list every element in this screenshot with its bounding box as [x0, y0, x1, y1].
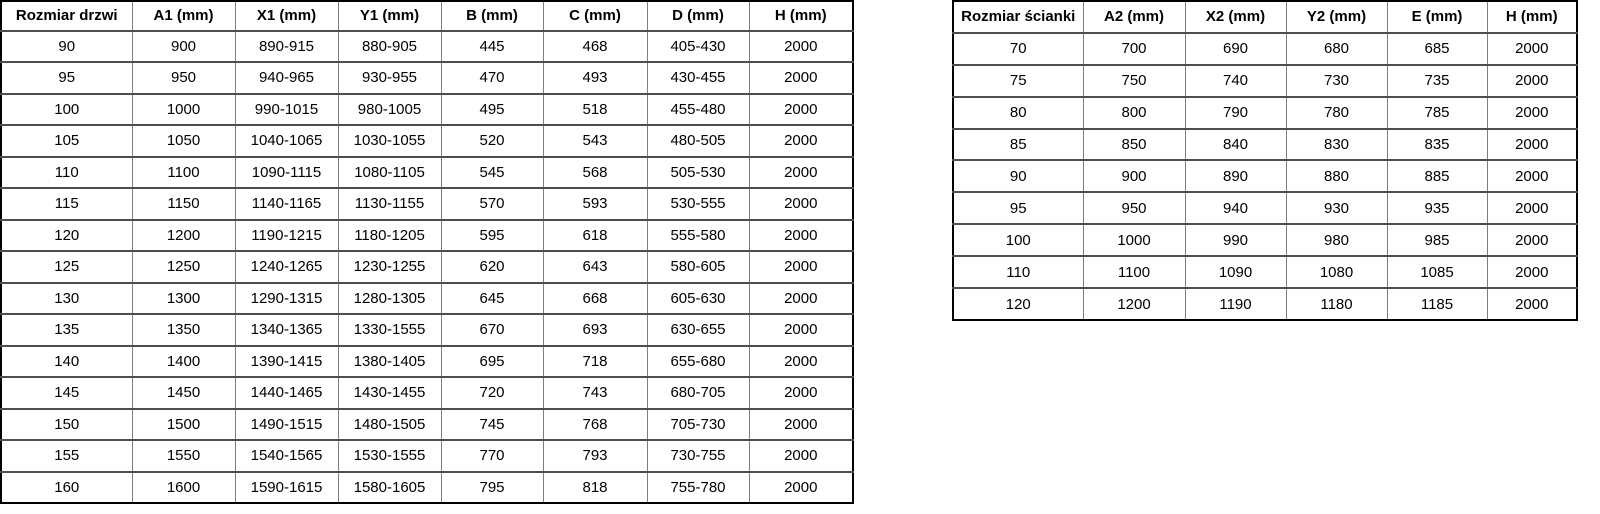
table-cell: 790 — [1185, 97, 1286, 129]
table-row — [1, 220, 853, 252]
table-cell: 160 — [1, 472, 132, 504]
table-cell: 840 — [1185, 129, 1286, 161]
table-row — [1, 440, 853, 472]
table-row — [1, 125, 853, 157]
table-cell: 580-605 — [647, 251, 749, 283]
table-cell: 125 — [1, 251, 132, 283]
table-cell: 1530-1555 — [338, 440, 441, 472]
table-cell: 95 — [1, 62, 132, 94]
table-cell: 1480-1505 — [338, 409, 441, 441]
door-sizes-table-header — [1, 1, 853, 31]
table-cell: 2000 — [1487, 224, 1577, 256]
table-cell: 1190-1215 — [235, 220, 338, 252]
table-row — [953, 65, 1577, 97]
table-cell: 2000 — [1487, 160, 1577, 192]
table-cell: 570 — [441, 188, 543, 220]
table-cell: 950 — [1083, 192, 1185, 224]
table-cell: 1600 — [132, 472, 235, 504]
table-cell: 930-955 — [338, 62, 441, 94]
table-cell: 2000 — [749, 314, 853, 346]
table-cell: 2000 — [749, 220, 853, 252]
table-row — [953, 224, 1577, 256]
table-cell: 2000 — [1487, 288, 1577, 320]
table-cell: 750 — [1083, 65, 1185, 97]
table-cell: 1490-1515 — [235, 409, 338, 441]
table-cell: 980-1005 — [338, 94, 441, 126]
table-cell: 745 — [441, 409, 543, 441]
column-header: Rozmiar drzwi — [1, 1, 132, 31]
table-cell: 1100 — [132, 157, 235, 189]
table-cell: 70 — [953, 33, 1083, 65]
table-cell: 593 — [543, 188, 647, 220]
table-cell: 2000 — [749, 283, 853, 315]
header-row — [953, 1, 1577, 33]
table-cell: 1090-1115 — [235, 157, 338, 189]
table-cell: 100 — [1, 94, 132, 126]
table-cell: 880 — [1286, 160, 1387, 192]
table-cell: 2000 — [749, 188, 853, 220]
table-cell: 2000 — [1487, 97, 1577, 129]
table-cell: 405-430 — [647, 31, 749, 63]
table-cell: 1180 — [1286, 288, 1387, 320]
table-row — [953, 97, 1577, 129]
wall-sizes-table-body — [953, 33, 1577, 320]
table-cell: 1050 — [132, 125, 235, 157]
table-cell: 880-905 — [338, 31, 441, 63]
column-header: Y1 (mm) — [338, 1, 441, 31]
table-cell: 735 — [1387, 65, 1487, 97]
table-cell: 1000 — [132, 94, 235, 126]
table-cell: 1080-1105 — [338, 157, 441, 189]
table-row — [1, 472, 853, 504]
header-row — [1, 1, 853, 31]
table-cell: 1100 — [1083, 256, 1185, 288]
table-cell: 530-555 — [647, 188, 749, 220]
table-cell: 768 — [543, 409, 647, 441]
table-cell: 2000 — [1487, 33, 1577, 65]
table-row — [953, 288, 1577, 320]
table-cell: 135 — [1, 314, 132, 346]
table-cell: 568 — [543, 157, 647, 189]
table-cell: 693 — [543, 314, 647, 346]
table-cell: 630-655 — [647, 314, 749, 346]
table-row — [1, 377, 853, 409]
column-header: B (mm) — [441, 1, 543, 31]
table-cell: 2000 — [749, 125, 853, 157]
table-cell: 140 — [1, 346, 132, 378]
table-cell: 495 — [441, 94, 543, 126]
table-cell: 1280-1305 — [338, 283, 441, 315]
column-header: Y2 (mm) — [1286, 1, 1387, 33]
table-cell: 1040-1065 — [235, 125, 338, 157]
column-header: D (mm) — [647, 1, 749, 31]
table-row — [1, 157, 853, 189]
table-cell: 1200 — [132, 220, 235, 252]
table-cell: 668 — [543, 283, 647, 315]
table-cell: 1450 — [132, 377, 235, 409]
table-row — [1, 346, 853, 378]
table-row — [1, 409, 853, 441]
table-cell: 505-530 — [647, 157, 749, 189]
table-cell: 818 — [543, 472, 647, 504]
table-cell: 940-965 — [235, 62, 338, 94]
table-cell: 618 — [543, 220, 647, 252]
table-row — [953, 192, 1577, 224]
table-cell: 1185 — [1387, 288, 1487, 320]
table-cell: 670 — [441, 314, 543, 346]
table-cell: 730 — [1286, 65, 1387, 97]
table-cell: 930 — [1286, 192, 1387, 224]
table-cell: 2000 — [749, 251, 853, 283]
table-cell: 2000 — [1487, 129, 1577, 161]
table-cell: 830 — [1286, 129, 1387, 161]
table-cell: 950 — [132, 62, 235, 94]
table-cell: 705-730 — [647, 409, 749, 441]
table-cell: 890 — [1185, 160, 1286, 192]
table-cell: 900 — [132, 31, 235, 63]
table-cell: 2000 — [749, 31, 853, 63]
table-cell: 990 — [1185, 224, 1286, 256]
table-cell: 1540-1565 — [235, 440, 338, 472]
table-cell: 1090 — [1185, 256, 1286, 288]
table-cell: 480-505 — [647, 125, 749, 157]
table-cell: 110 — [1, 157, 132, 189]
table-cell: 800 — [1083, 97, 1185, 129]
table-cell: 1080 — [1286, 256, 1387, 288]
table-cell: 890-915 — [235, 31, 338, 63]
table-cell: 643 — [543, 251, 647, 283]
table-cell: 1590-1615 — [235, 472, 338, 504]
table-cell: 1580-1605 — [338, 472, 441, 504]
table-cell: 2000 — [749, 409, 853, 441]
column-header: C (mm) — [543, 1, 647, 31]
table-cell: 595 — [441, 220, 543, 252]
table-cell: 655-680 — [647, 346, 749, 378]
table-row — [1, 188, 853, 220]
table-cell: 130 — [1, 283, 132, 315]
column-header: H (mm) — [1487, 1, 1577, 33]
wall-sizes-table — [952, 0, 1578, 321]
table-cell: 1400 — [132, 346, 235, 378]
table-cell: 1550 — [132, 440, 235, 472]
table-cell: 2000 — [1487, 65, 1577, 97]
table-cell: 470 — [441, 62, 543, 94]
table-cell: 150 — [1, 409, 132, 441]
table-cell: 120 — [953, 288, 1083, 320]
table-cell: 620 — [441, 251, 543, 283]
table-row — [1, 94, 853, 126]
table-cell: 743 — [543, 377, 647, 409]
table-row — [953, 129, 1577, 161]
table-row — [1, 283, 853, 315]
column-header: Rozmiar ścianki — [953, 1, 1083, 33]
table-cell: 1290-1315 — [235, 283, 338, 315]
table-cell: 885 — [1387, 160, 1487, 192]
table-cell: 985 — [1387, 224, 1487, 256]
table-cell: 105 — [1, 125, 132, 157]
table-cell: 1300 — [132, 283, 235, 315]
table-cell: 468 — [543, 31, 647, 63]
table-cell: 1085 — [1387, 256, 1487, 288]
table-cell: 1240-1265 — [235, 251, 338, 283]
table-cell: 543 — [543, 125, 647, 157]
door-sizes-table-body — [1, 31, 853, 504]
column-header: A2 (mm) — [1083, 1, 1185, 33]
table-cell: 720 — [441, 377, 543, 409]
table-cell: 1340-1365 — [235, 314, 338, 346]
table-cell: 2000 — [749, 94, 853, 126]
table-cell: 940 — [1185, 192, 1286, 224]
table-cell: 835 — [1387, 129, 1487, 161]
column-header: X2 (mm) — [1185, 1, 1286, 33]
table-cell: 80 — [953, 97, 1083, 129]
table-cell: 1130-1155 — [338, 188, 441, 220]
table-row — [953, 160, 1577, 192]
table-cell: 755-780 — [647, 472, 749, 504]
table-cell: 90 — [1, 31, 132, 63]
table-cell: 780 — [1286, 97, 1387, 129]
table-cell: 2000 — [749, 377, 853, 409]
table-cell: 850 — [1083, 129, 1185, 161]
table-cell: 493 — [543, 62, 647, 94]
table-cell: 1140-1165 — [235, 188, 338, 220]
table-cell: 1350 — [132, 314, 235, 346]
table-cell: 520 — [441, 125, 543, 157]
table-cell: 545 — [441, 157, 543, 189]
table-cell: 1330-1555 — [338, 314, 441, 346]
table-cell: 2000 — [1487, 256, 1577, 288]
table-cell: 430-455 — [647, 62, 749, 94]
table-cell: 785 — [1387, 97, 1487, 129]
table-cell: 690 — [1185, 33, 1286, 65]
table-cell: 2000 — [749, 62, 853, 94]
table-cell: 1200 — [1083, 288, 1185, 320]
table-cell: 980 — [1286, 224, 1387, 256]
table-cell: 115 — [1, 188, 132, 220]
column-header: A1 (mm) — [132, 1, 235, 31]
table-cell: 1390-1415 — [235, 346, 338, 378]
table-cell: 740 — [1185, 65, 1286, 97]
wall-sizes-table-header — [953, 1, 1577, 33]
table-cell: 793 — [543, 440, 647, 472]
table-cell: 1500 — [132, 409, 235, 441]
table-cell: 2000 — [749, 346, 853, 378]
table-cell: 1190 — [1185, 288, 1286, 320]
table-cell: 1430-1455 — [338, 377, 441, 409]
table-cell: 100 — [953, 224, 1083, 256]
table-row — [1, 251, 853, 283]
table-cell: 1180-1205 — [338, 220, 441, 252]
table-cell: 75 — [953, 65, 1083, 97]
table-cell: 445 — [441, 31, 543, 63]
table-cell: 680-705 — [647, 377, 749, 409]
table-cell: 700 — [1083, 33, 1185, 65]
table-cell: 1230-1255 — [338, 251, 441, 283]
table-cell: 1000 — [1083, 224, 1185, 256]
table-cell: 605-630 — [647, 283, 749, 315]
table-cell: 2000 — [749, 472, 853, 504]
column-header: H (mm) — [749, 1, 853, 31]
table-cell: 95 — [953, 192, 1083, 224]
table-cell: 2000 — [749, 157, 853, 189]
table-cell: 990-1015 — [235, 94, 338, 126]
table-cell: 90 — [953, 160, 1083, 192]
table-cell: 555-580 — [647, 220, 749, 252]
table-cell: 680 — [1286, 33, 1387, 65]
table-cell: 110 — [953, 256, 1083, 288]
table-cell: 695 — [441, 346, 543, 378]
table-cell: 455-480 — [647, 94, 749, 126]
table-cell: 1150 — [132, 188, 235, 220]
table-cell: 2000 — [749, 440, 853, 472]
table-cell: 1030-1055 — [338, 125, 441, 157]
column-header: E (mm) — [1387, 1, 1487, 33]
table-row — [953, 256, 1577, 288]
table-cell: 1440-1465 — [235, 377, 338, 409]
table-row — [1, 31, 853, 63]
table-cell: 685 — [1387, 33, 1487, 65]
table-cell: 155 — [1, 440, 132, 472]
table-cell: 2000 — [1487, 192, 1577, 224]
table-cell: 1380-1405 — [338, 346, 441, 378]
table-cell: 718 — [543, 346, 647, 378]
table-cell: 85 — [953, 129, 1083, 161]
table-row — [1, 314, 853, 346]
table-cell: 645 — [441, 283, 543, 315]
table-cell: 770 — [441, 440, 543, 472]
table-row — [1, 62, 853, 94]
table-cell: 1250 — [132, 251, 235, 283]
table-cell: 120 — [1, 220, 132, 252]
table-row — [953, 33, 1577, 65]
table-cell: 795 — [441, 472, 543, 504]
column-header: X1 (mm) — [235, 1, 338, 31]
table-cell: 935 — [1387, 192, 1487, 224]
table-cell: 518 — [543, 94, 647, 126]
table-cell: 730-755 — [647, 440, 749, 472]
table-cell: 145 — [1, 377, 132, 409]
table-cell: 900 — [1083, 160, 1185, 192]
